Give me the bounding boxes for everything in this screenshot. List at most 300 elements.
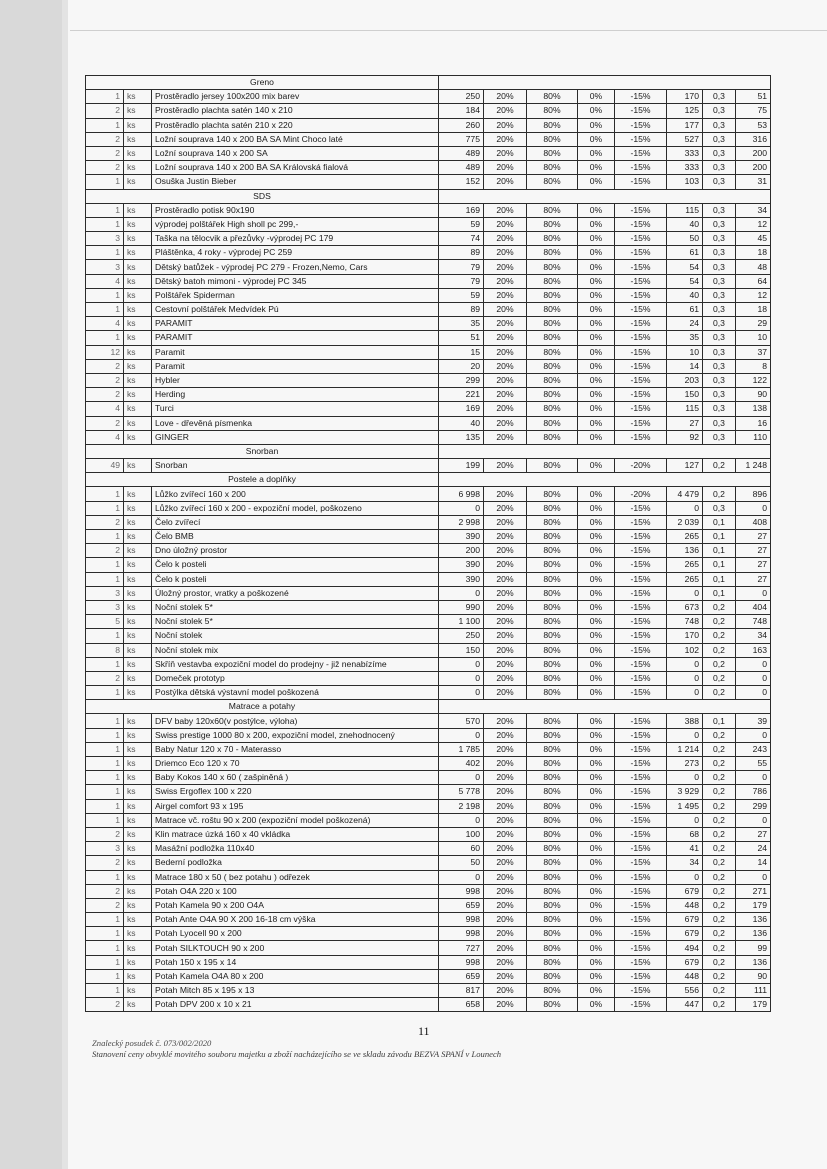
qty-cell: 1 — [86, 331, 124, 345]
description-cell: Bederní podložka — [152, 856, 439, 870]
table-row — [86, 927, 771, 941]
pct3-cell: 0% — [578, 657, 615, 671]
total-cell: 896 — [736, 487, 771, 501]
pct1-cell: 20% — [484, 941, 527, 955]
total-cell: 18 — [736, 303, 771, 317]
qty-cell: 2 — [86, 515, 124, 529]
unit-value-cell: 527 — [667, 132, 703, 146]
pct3-cell: 0% — [578, 884, 615, 898]
table-row — [86, 615, 771, 629]
qty-cell: 1 — [86, 955, 124, 969]
pct2-cell: 80% — [527, 331, 578, 345]
coef-cell: 0,2 — [703, 998, 736, 1012]
table-row — [86, 955, 771, 969]
pct2-cell: 80% — [527, 90, 578, 104]
pct2-cell: 80% — [527, 132, 578, 146]
price-cell: 199 — [439, 459, 484, 473]
pct1-cell: 20% — [484, 813, 527, 827]
unit-value-cell: 679 — [667, 884, 703, 898]
qty-cell: 1 — [86, 217, 124, 231]
pct3-cell: 0% — [578, 288, 615, 302]
section-blank-cell — [703, 473, 736, 487]
table-row — [86, 870, 771, 884]
section-title: Snorban — [86, 444, 439, 458]
total-cell: 0 — [736, 771, 771, 785]
price-cell: 0 — [439, 501, 484, 515]
unit-value-cell: 50 — [667, 232, 703, 246]
section-blank-cell — [578, 189, 615, 203]
coef-cell: 0,2 — [703, 799, 736, 813]
total-cell: 786 — [736, 785, 771, 799]
description-cell: Masážní podložka 110x40 — [152, 842, 439, 856]
qty-cell: 1 — [86, 629, 124, 643]
description-cell: Swiss Ergoflex 100 x 220 — [152, 785, 439, 799]
pct2-cell: 80% — [527, 288, 578, 302]
qty-cell: 2 — [86, 827, 124, 841]
price-cell: 250 — [439, 629, 484, 643]
table-row — [86, 586, 771, 600]
total-cell: 0 — [736, 501, 771, 515]
pct1-cell: 20% — [484, 842, 527, 856]
description-cell: Ložní souprava 140 x 200 BA SA Mint Choco laté — [152, 132, 439, 146]
description-cell: Potah Ante O4A 90 X 200 16-18 cm výška — [152, 913, 439, 927]
pct2-cell: 80% — [527, 728, 578, 742]
pct1-cell: 20% — [484, 359, 527, 373]
pct2-cell: 80% — [527, 757, 578, 771]
pct2-cell: 80% — [527, 927, 578, 941]
pct2-cell: 80% — [527, 430, 578, 444]
discount-cell: -15% — [615, 515, 667, 529]
coef-cell: 0,2 — [703, 671, 736, 685]
unit-cell: ks — [124, 118, 152, 132]
qty-cell: 1 — [86, 870, 124, 884]
unit-value-cell: 203 — [667, 373, 703, 387]
coef-cell: 0,2 — [703, 870, 736, 884]
table-row — [86, 132, 771, 146]
section-blank-cell — [578, 76, 615, 90]
pct3-cell: 0% — [578, 913, 615, 927]
coef-cell: 0,2 — [703, 856, 736, 870]
coef-cell: 0,3 — [703, 331, 736, 345]
total-cell: 0 — [736, 657, 771, 671]
discount-cell: -15% — [615, 416, 667, 430]
discount-cell: -15% — [615, 132, 667, 146]
discount-cell: -15% — [615, 728, 667, 742]
unit-cell: ks — [124, 515, 152, 529]
qty-cell: 1 — [86, 969, 124, 983]
coef-cell: 0,3 — [703, 501, 736, 515]
price-cell: 169 — [439, 203, 484, 217]
pct3-cell: 0% — [578, 615, 615, 629]
coef-cell: 0,2 — [703, 771, 736, 785]
table-row — [86, 515, 771, 529]
table-row — [86, 913, 771, 927]
pct3-cell: 0% — [578, 544, 615, 558]
qty-cell: 8 — [86, 643, 124, 657]
pct1-cell: 20% — [484, 643, 527, 657]
description-cell: Dětský batoh mimoni - výprodej PC 345 — [152, 274, 439, 288]
description-cell: Paramit — [152, 359, 439, 373]
description-cell: Dětský batůžek - výprodej PC 279 - Frozen,Nemo, Cars — [152, 260, 439, 274]
section-blank-cell — [736, 76, 771, 90]
unit-cell: ks — [124, 955, 152, 969]
price-cell: 727 — [439, 941, 484, 955]
unit-cell: ks — [124, 104, 152, 118]
pct2-cell: 80% — [527, 232, 578, 246]
pct2-cell: 80% — [527, 317, 578, 331]
pct2-cell: 80% — [527, 998, 578, 1012]
pct1-cell: 20% — [484, 714, 527, 728]
pct2-cell: 80% — [527, 799, 578, 813]
unit-value-cell: 61 — [667, 246, 703, 260]
qty-cell: 1 — [86, 501, 124, 515]
unit-cell: ks — [124, 600, 152, 614]
description-cell: Love - dřevěná písmenka — [152, 416, 439, 430]
price-cell: 40 — [439, 416, 484, 430]
total-cell: 64 — [736, 274, 771, 288]
pct1-cell: 20% — [484, 856, 527, 870]
description-cell: Herding — [152, 388, 439, 402]
pct1-cell: 20% — [484, 884, 527, 898]
coef-cell: 0,3 — [703, 288, 736, 302]
pct2-cell: 80% — [527, 984, 578, 998]
table-row — [86, 331, 771, 345]
table-row — [86, 373, 771, 387]
coef-cell: 0,2 — [703, 686, 736, 700]
pct1-cell: 20% — [484, 487, 527, 501]
coef-cell: 0,3 — [703, 118, 736, 132]
section-title: Greno — [86, 76, 439, 90]
unit-value-cell: 265 — [667, 572, 703, 586]
pct2-cell: 80% — [527, 274, 578, 288]
pct1-cell: 20% — [484, 331, 527, 345]
description-cell: Driemco Eco 120 x 70 — [152, 757, 439, 771]
description-cell: GINGER — [152, 430, 439, 444]
description-cell: Noční stolek 5* — [152, 600, 439, 614]
coef-cell: 0,2 — [703, 927, 736, 941]
pct1-cell: 20% — [484, 686, 527, 700]
pct2-cell: 80% — [527, 501, 578, 515]
pct3-cell: 0% — [578, 402, 615, 416]
section-blank-cell — [484, 700, 527, 714]
qty-cell: 1 — [86, 785, 124, 799]
price-cell: 0 — [439, 813, 484, 827]
table-row — [86, 671, 771, 685]
coef-cell: 0,2 — [703, 955, 736, 969]
price-cell: 998 — [439, 955, 484, 969]
description-cell: Noční stolek — [152, 629, 439, 643]
coef-cell: 0,2 — [703, 757, 736, 771]
pct1-cell: 20% — [484, 146, 527, 160]
pct1-cell: 20% — [484, 984, 527, 998]
unit-value-cell: 92 — [667, 430, 703, 444]
table-row — [86, 303, 771, 317]
unit-cell: ks — [124, 884, 152, 898]
discount-cell: -20% — [615, 487, 667, 501]
table-row — [86, 813, 771, 827]
coef-cell: 0,3 — [703, 104, 736, 118]
table-row — [86, 388, 771, 402]
qty-cell: 1 — [86, 203, 124, 217]
unit-cell: ks — [124, 430, 152, 444]
table-row — [86, 203, 771, 217]
pct1-cell: 20% — [484, 998, 527, 1012]
coef-cell: 0,1 — [703, 530, 736, 544]
section-blank-cell — [615, 444, 667, 458]
unit-value-cell: 41 — [667, 842, 703, 856]
qty-cell: 49 — [86, 459, 124, 473]
section-blank-cell — [439, 700, 484, 714]
unit-value-cell: 115 — [667, 203, 703, 217]
coef-cell: 0,3 — [703, 402, 736, 416]
pct1-cell: 20% — [484, 203, 527, 217]
pct1-cell: 20% — [484, 728, 527, 742]
pct3-cell: 0% — [578, 686, 615, 700]
section-blank-cell — [439, 189, 484, 203]
description-cell: Taška na tělocvik a přezůvky -výprodej PC 179 — [152, 232, 439, 246]
unit-value-cell: 0 — [667, 813, 703, 827]
total-cell: 27 — [736, 558, 771, 572]
unit-value-cell: 1 214 — [667, 742, 703, 756]
unit-value-cell: 10 — [667, 345, 703, 359]
unit-value-cell: 0 — [667, 671, 703, 685]
qty-cell: 2 — [86, 544, 124, 558]
qty-cell: 3 — [86, 232, 124, 246]
unit-cell: ks — [124, 856, 152, 870]
unit-cell: ks — [124, 217, 152, 231]
discount-cell: -15% — [615, 600, 667, 614]
section-blank-cell — [527, 700, 578, 714]
unit-cell: ks — [124, 586, 152, 600]
section-blank-cell — [439, 444, 484, 458]
discount-cell: -15% — [615, 842, 667, 856]
description-cell: Noční stolek 5* — [152, 615, 439, 629]
unit-cell: ks — [124, 842, 152, 856]
unit-value-cell: 0 — [667, 771, 703, 785]
discount-cell: -15% — [615, 430, 667, 444]
description-cell: Postýlka dětská výstavní model poškozená — [152, 686, 439, 700]
section-blank-cell — [615, 189, 667, 203]
pct1-cell: 20% — [484, 558, 527, 572]
coef-cell: 0,3 — [703, 430, 736, 444]
pct1-cell: 20% — [484, 260, 527, 274]
total-cell: 0 — [736, 813, 771, 827]
unit-value-cell: 136 — [667, 544, 703, 558]
section-blank-cell — [667, 189, 703, 203]
pct2-cell: 80% — [527, 118, 578, 132]
total-cell: 136 — [736, 927, 771, 941]
discount-cell: -15% — [615, 827, 667, 841]
unit-cell: ks — [124, 90, 152, 104]
pct1-cell: 20% — [484, 615, 527, 629]
coef-cell: 0,2 — [703, 827, 736, 841]
coef-cell: 0,3 — [703, 345, 736, 359]
unit-cell: ks — [124, 785, 152, 799]
coef-cell: 0,3 — [703, 260, 736, 274]
footer-report-subject: Stanovení ceny obvyklé movitého souboru majetku a zboží nacházejícího se ve skladu závodu BEZVA SPANÍ v Lounech — [92, 1049, 502, 1059]
section-blank-cell — [484, 444, 527, 458]
price-cell: 299 — [439, 373, 484, 387]
total-cell: 55 — [736, 757, 771, 771]
description-cell: Prostěradlo plachta satén 140 x 210 — [152, 104, 439, 118]
section-blank-cell — [703, 700, 736, 714]
pct3-cell: 0% — [578, 842, 615, 856]
section-blank-cell — [736, 444, 771, 458]
total-cell: 299 — [736, 799, 771, 813]
description-cell: DFV baby 120x60(v postýlce, výloha) — [152, 714, 439, 728]
description-cell: Prostěradlo jersey 100x200 mix barev — [152, 90, 439, 104]
unit-cell: ks — [124, 969, 152, 983]
discount-cell: -15% — [615, 90, 667, 104]
description-cell: Čelo k posteli — [152, 572, 439, 586]
total-cell: 316 — [736, 132, 771, 146]
pct2-cell: 80% — [527, 913, 578, 927]
discount-cell: -15% — [615, 558, 667, 572]
unit-value-cell: 0 — [667, 686, 703, 700]
pct1-cell: 20% — [484, 90, 527, 104]
description-cell: Hybler — [152, 373, 439, 387]
qty-cell: 3 — [86, 260, 124, 274]
pct2-cell: 80% — [527, 104, 578, 118]
coef-cell: 0,2 — [703, 728, 736, 742]
pct3-cell: 0% — [578, 941, 615, 955]
unit-value-cell: 333 — [667, 146, 703, 160]
unit-cell: ks — [124, 459, 152, 473]
pct3-cell: 0% — [578, 955, 615, 969]
coef-cell: 0,2 — [703, 615, 736, 629]
pct1-cell: 20% — [484, 544, 527, 558]
unit-cell: ks — [124, 657, 152, 671]
qty-cell: 2 — [86, 884, 124, 898]
description-cell: Skříň vestavba expoziční model do prodejny - již nenabízíme — [152, 657, 439, 671]
pct2-cell: 80% — [527, 813, 578, 827]
coef-cell: 0,3 — [703, 317, 736, 331]
pct2-cell: 80% — [527, 615, 578, 629]
price-cell: 775 — [439, 132, 484, 146]
unit-cell: ks — [124, 870, 152, 884]
pct2-cell: 80% — [527, 175, 578, 189]
price-cell: 0 — [439, 686, 484, 700]
discount-cell: -15% — [615, 288, 667, 302]
unit-cell: ks — [124, 544, 152, 558]
unit-cell: ks — [124, 331, 152, 345]
coef-cell: 0,3 — [703, 303, 736, 317]
description-cell: PARAMIT — [152, 331, 439, 345]
price-cell: 260 — [439, 118, 484, 132]
coef-cell: 0,1 — [703, 515, 736, 529]
discount-cell: -15% — [615, 941, 667, 955]
coef-cell: 0,3 — [703, 246, 736, 260]
unit-cell: ks — [124, 714, 152, 728]
description-cell: Polštářek Spiderman — [152, 288, 439, 302]
unit-cell: ks — [124, 742, 152, 756]
table-row — [86, 969, 771, 983]
pct1-cell: 20% — [484, 657, 527, 671]
pct2-cell: 80% — [527, 572, 578, 586]
qty-cell: 12 — [86, 345, 124, 359]
discount-cell: -15% — [615, 118, 667, 132]
description-cell: Lůžko zvířecí 160 x 200 — [152, 487, 439, 501]
unit-value-cell: 27 — [667, 416, 703, 430]
description-cell: Swiss prestige 1000 80 x 200, expoziční model, znehodnocený — [152, 728, 439, 742]
pct1-cell: 20% — [484, 969, 527, 983]
coef-cell: 0,3 — [703, 90, 736, 104]
pct2-cell: 80% — [527, 246, 578, 260]
pct3-cell: 0% — [578, 232, 615, 246]
pct1-cell: 20% — [484, 572, 527, 586]
discount-cell: -15% — [615, 771, 667, 785]
description-cell: Čelo k posteli — [152, 558, 439, 572]
total-cell: 34 — [736, 203, 771, 217]
table-row — [86, 416, 771, 430]
pct2-cell: 80% — [527, 359, 578, 373]
total-cell: 8 — [736, 359, 771, 373]
pct1-cell: 20% — [484, 927, 527, 941]
discount-cell: -15% — [615, 373, 667, 387]
table-row — [86, 104, 771, 118]
table-row — [86, 232, 771, 246]
total-cell: 37 — [736, 345, 771, 359]
total-cell: 48 — [736, 260, 771, 274]
discount-cell: -15% — [615, 785, 667, 799]
qty-cell: 2 — [86, 373, 124, 387]
total-cell: 404 — [736, 600, 771, 614]
pct3-cell: 0% — [578, 416, 615, 430]
description-cell: Domeček prototyp — [152, 671, 439, 685]
price-cell: 74 — [439, 232, 484, 246]
description-cell: Čelo zvířecí — [152, 515, 439, 529]
description-cell: Potah DPV 200 x 10 x 21 — [152, 998, 439, 1012]
unit-cell: ks — [124, 643, 152, 657]
discount-cell: -15% — [615, 657, 667, 671]
pct3-cell: 0% — [578, 799, 615, 813]
qty-cell: 1 — [86, 799, 124, 813]
pct1-cell: 20% — [484, 586, 527, 600]
pct1-cell: 20% — [484, 288, 527, 302]
description-cell: Pláštěnka, 4 roky - výprodej PC 259 — [152, 246, 439, 260]
pct3-cell: 0% — [578, 714, 615, 728]
unit-cell: ks — [124, 161, 152, 175]
pct3-cell: 0% — [578, 927, 615, 941]
total-cell: 27 — [736, 827, 771, 841]
qty-cell: 1 — [86, 657, 124, 671]
price-cell: 658 — [439, 998, 484, 1012]
total-cell: 179 — [736, 998, 771, 1012]
price-cell: 0 — [439, 657, 484, 671]
unit-cell: ks — [124, 615, 152, 629]
unit-value-cell: 0 — [667, 870, 703, 884]
coef-cell: 0,3 — [703, 416, 736, 430]
coef-cell: 0,2 — [703, 742, 736, 756]
unit-cell: ks — [124, 686, 152, 700]
pct1-cell: 20% — [484, 402, 527, 416]
total-cell: 53 — [736, 118, 771, 132]
unit-cell: ks — [124, 132, 152, 146]
table-row — [86, 941, 771, 955]
unit-cell: ks — [124, 927, 152, 941]
unit-value-cell: 177 — [667, 118, 703, 132]
qty-cell: 1 — [86, 303, 124, 317]
discount-cell: -15% — [615, 757, 667, 771]
coef-cell: 0,2 — [703, 913, 736, 927]
pct2-cell: 80% — [527, 515, 578, 529]
total-cell: 200 — [736, 161, 771, 175]
table-row — [86, 785, 771, 799]
unit-value-cell: 150 — [667, 388, 703, 402]
price-cell: 35 — [439, 317, 484, 331]
price-cell: 990 — [439, 600, 484, 614]
coef-cell: 0,2 — [703, 643, 736, 657]
